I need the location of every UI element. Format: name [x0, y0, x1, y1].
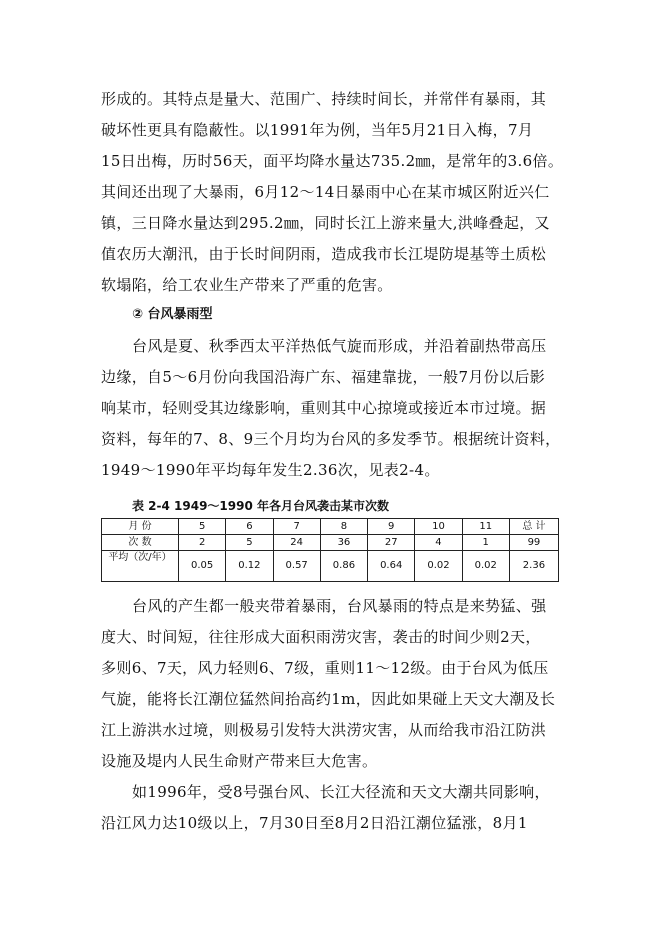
paragraph-line: 其间还出现了大暴雨，6月12～14日暴雨中心在某市城区附近兴仁 — [101, 183, 550, 201]
month-cell: 10 — [415, 519, 462, 535]
month-cell: 9 — [368, 519, 415, 535]
paragraph-line: 响某市，轻则受其边缘影响，重则其中心掠境或接近本市过境。据 — [101, 399, 547, 417]
count-cell: 27 — [368, 535, 415, 551]
average-header: 平均（次/年） — [102, 551, 179, 582]
average-cell: 0.12 — [226, 551, 273, 582]
count-cell: 24 — [273, 535, 320, 551]
paragraph-line: 资料，每年的7、8、9三个月均为台风的多发季节。根据统计资料， — [101, 430, 561, 448]
paragraph-line: 边缘，自5～6月份向我国沿海广东、福建靠拢，一般7月份以后影 — [101, 368, 546, 386]
paragraph-line: 值农历大潮汛，由于长时间阴雨，造成我市长江堤防堤基等土质松 — [101, 245, 547, 263]
table-row-months — [102, 519, 559, 535]
table-caption: 表 2-4 1949～1990 年各月台风袭击某市次数 — [132, 499, 390, 513]
average-cell: 0.57 — [273, 551, 320, 582]
paragraph-line: 台风的产生都一般夹带着暴雨，台风暴雨的特点是来势猛、强 — [132, 597, 547, 615]
average-cell: 0.05 — [179, 551, 226, 582]
month-cell: 8 — [320, 519, 367, 535]
paragraph-line: 气旋，能将长江潮位猛然间抬高约1m，因此如果碰上天文大潮及长 — [101, 690, 556, 708]
paragraph-line: 如1996年，受8号强台风、长江大径流和天文大潮共同影响， — [132, 783, 550, 801]
paragraph-line: 多则6、7天，风力轻则6、7级，重则11～12级。由于台风为低压 — [101, 659, 549, 677]
average-cell: 0.02 — [462, 551, 509, 582]
paragraph-line: 沿江风力达10级以上，7月30日至8月2日沿江潮位猛涨，8月1 — [101, 814, 528, 832]
paragraph-line: 1949～1990年平均每年发生2.36次，见表2-4。 — [101, 461, 440, 479]
month-cell: 5 — [179, 519, 226, 535]
count-cell: 1 — [462, 535, 509, 551]
paragraph-line: 江上游洪水过境，则极易引发特大洪涝灾害，从而给我市沿江防洪 — [101, 721, 547, 739]
table-row-averages — [102, 551, 559, 582]
month-cell: 11 — [462, 519, 509, 535]
count-header: 次 数 — [102, 535, 179, 551]
paragraph-line: 设施及堤内人民生命财产带来巨大危害。 — [101, 752, 378, 770]
average-cell: 0.64 — [368, 551, 415, 582]
month-cell: 7 — [273, 519, 320, 535]
month-header: 月 份 — [102, 519, 179, 535]
average-cell: 0.86 — [320, 551, 367, 582]
count-cell: 5 — [226, 535, 273, 551]
paragraph-line: 15日出梅，历时56天，面平均降水量达735.2㎜，是常年的3.6倍。 — [101, 152, 564, 170]
paragraph-line: 度大、时间短，往往形成大面积雨涝灾害，袭击的时间少则2天， — [101, 628, 541, 646]
paragraph-line: 破坏性更具有隐蔽性。以1991年为例，当年5月21日入梅，7月 — [101, 121, 534, 139]
typhoon-table — [101, 518, 559, 582]
total-header-cell: 总 计 — [509, 519, 558, 535]
average-cell: 0.02 — [415, 551, 462, 582]
paragraph-line: 形成的。其特点是量大、范围广、持续时间长，并常伴有暴雨，其 — [101, 90, 547, 108]
table-row-counts — [102, 535, 559, 551]
count-cell: 4 — [415, 535, 462, 551]
count-cell: 36 — [320, 535, 367, 551]
paragraph-line: 镇，三日降水量达到295.2㎜，同时长江上游来量大,洪峰叠起，又 — [101, 214, 550, 232]
count-total-cell: 99 — [509, 535, 558, 551]
section-heading: ② 台风暴雨型 — [132, 307, 213, 322]
paragraph-line: 台风是夏、秋季西太平洋热低气旋而形成，并沿着副热带高压 — [132, 337, 547, 355]
average-total-cell: 2.36 — [509, 551, 558, 582]
count-cell: 2 — [179, 535, 226, 551]
paragraph-line: 软塌陷，给工农业生产带来了严重的危害。 — [101, 276, 393, 294]
month-cell: 6 — [226, 519, 273, 535]
